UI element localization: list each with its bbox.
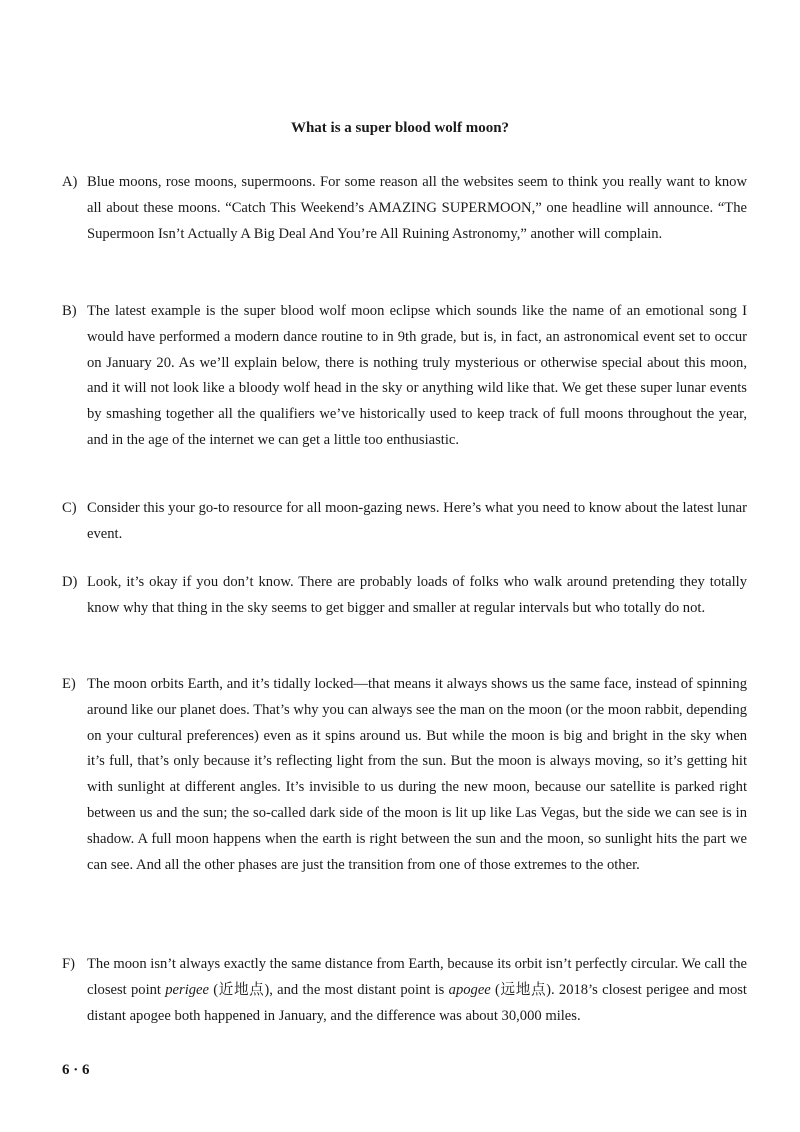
paragraph-text: The latest example is the super blood wolf moon eclipse which sounds like the name of an emotional song I would have performed a modern dance routine to in 9th grade, but is, in fact, an astronomical event set to occur on January 20. As we’ll explain below, there is nothing truly mysterious or otherwise special about this moon, and it will not look like a bloody wolf head in the sky or anything wild like that. We get these super lunar events by smashing together all the qualifiers we’ve historically used to keep track of full moons throughout the year, and in the age of the internet we can get a little too enthusiastic. bbox=[87, 303, 747, 448]
paragraph-letter: A) bbox=[62, 174, 78, 190]
paragraph-letter: C) bbox=[62, 500, 77, 516]
paragraph-text: Look, it’s okay if you don’t know. There are probably loads of folks who walk around pretending they totally know why that thing in the sky seems to get bigger and smaller at regular intervals but who totally do not. bbox=[87, 574, 747, 616]
paragraph-d bbox=[62, 570, 747, 622]
term-apogee: apogee bbox=[448, 981, 491, 998]
paragraph-e bbox=[62, 672, 747, 878]
paragraph-text: Blue moons, rose moons, supermoons. For some reason all the websites seem to think you really want to know all about these moons. “Catch This Weekend’s AMAZING SUPERMOON,” one headline will announce. “The Supermoon Isn’t Actually A Big Deal And You’re All Ruining Astronomy,” another will complain. bbox=[87, 174, 747, 242]
paragraph-text: Consider this your go-to resource for all moon-gazing news. Here’s what you need to know about the latest lunar event. bbox=[87, 500, 747, 542]
paragraph-text-part: (近地点), and the most distant point is bbox=[209, 981, 449, 998]
paragraph-a bbox=[62, 170, 747, 247]
paragraph-text: The moon orbits Earth, and it’s tidally locked—that means it always shows us the same face, instead of spinning around like our planet does. That’s why you can always see the man on the moon (or the moon rabbit, depending on your cultural preferences) even as it spins around us. But while the moon is big and bright in the sky when it’s full, that’s only because it’s reflecting light from the sun. But the moon is always moving, so it’s getting hit with sunlight at different angles. It’s invisible to us during the new moon, because our satellite is parked right between us and the sun; the so-called dark side of the moon is lit up like Las Vegas, but the side we can see is in shadow. A full moon happens when the earth is right between the sun and the moon, so sunlight hits the part we can see. And all the other phases are just the transition from one of those extremes to the other. bbox=[87, 676, 747, 873]
paragraph-letter: D) bbox=[62, 574, 78, 590]
page-number: 6 · 6 bbox=[62, 1062, 90, 1078]
paragraph-b bbox=[62, 299, 747, 454]
paragraph-text-part: (远地点). 2018’s closest perigee and most distant apogee both happened in January, and the difference was about 30,000 miles. bbox=[87, 981, 747, 1024]
paragraph-text-part: The moon isn’t always exactly the same distance from Earth, because its orbit isn’t perfectly circular. We call the closest point bbox=[87, 956, 747, 998]
paragraph-letter: E) bbox=[62, 676, 76, 692]
paragraph-letter: B) bbox=[62, 303, 77, 319]
paragraph-letter: F) bbox=[62, 956, 75, 972]
article-title: What is a super blood wolf moon? bbox=[290, 120, 510, 136]
paragraph-f bbox=[62, 952, 747, 1029]
term-perigee: perigee bbox=[165, 981, 210, 998]
paragraph-c bbox=[62, 496, 747, 548]
